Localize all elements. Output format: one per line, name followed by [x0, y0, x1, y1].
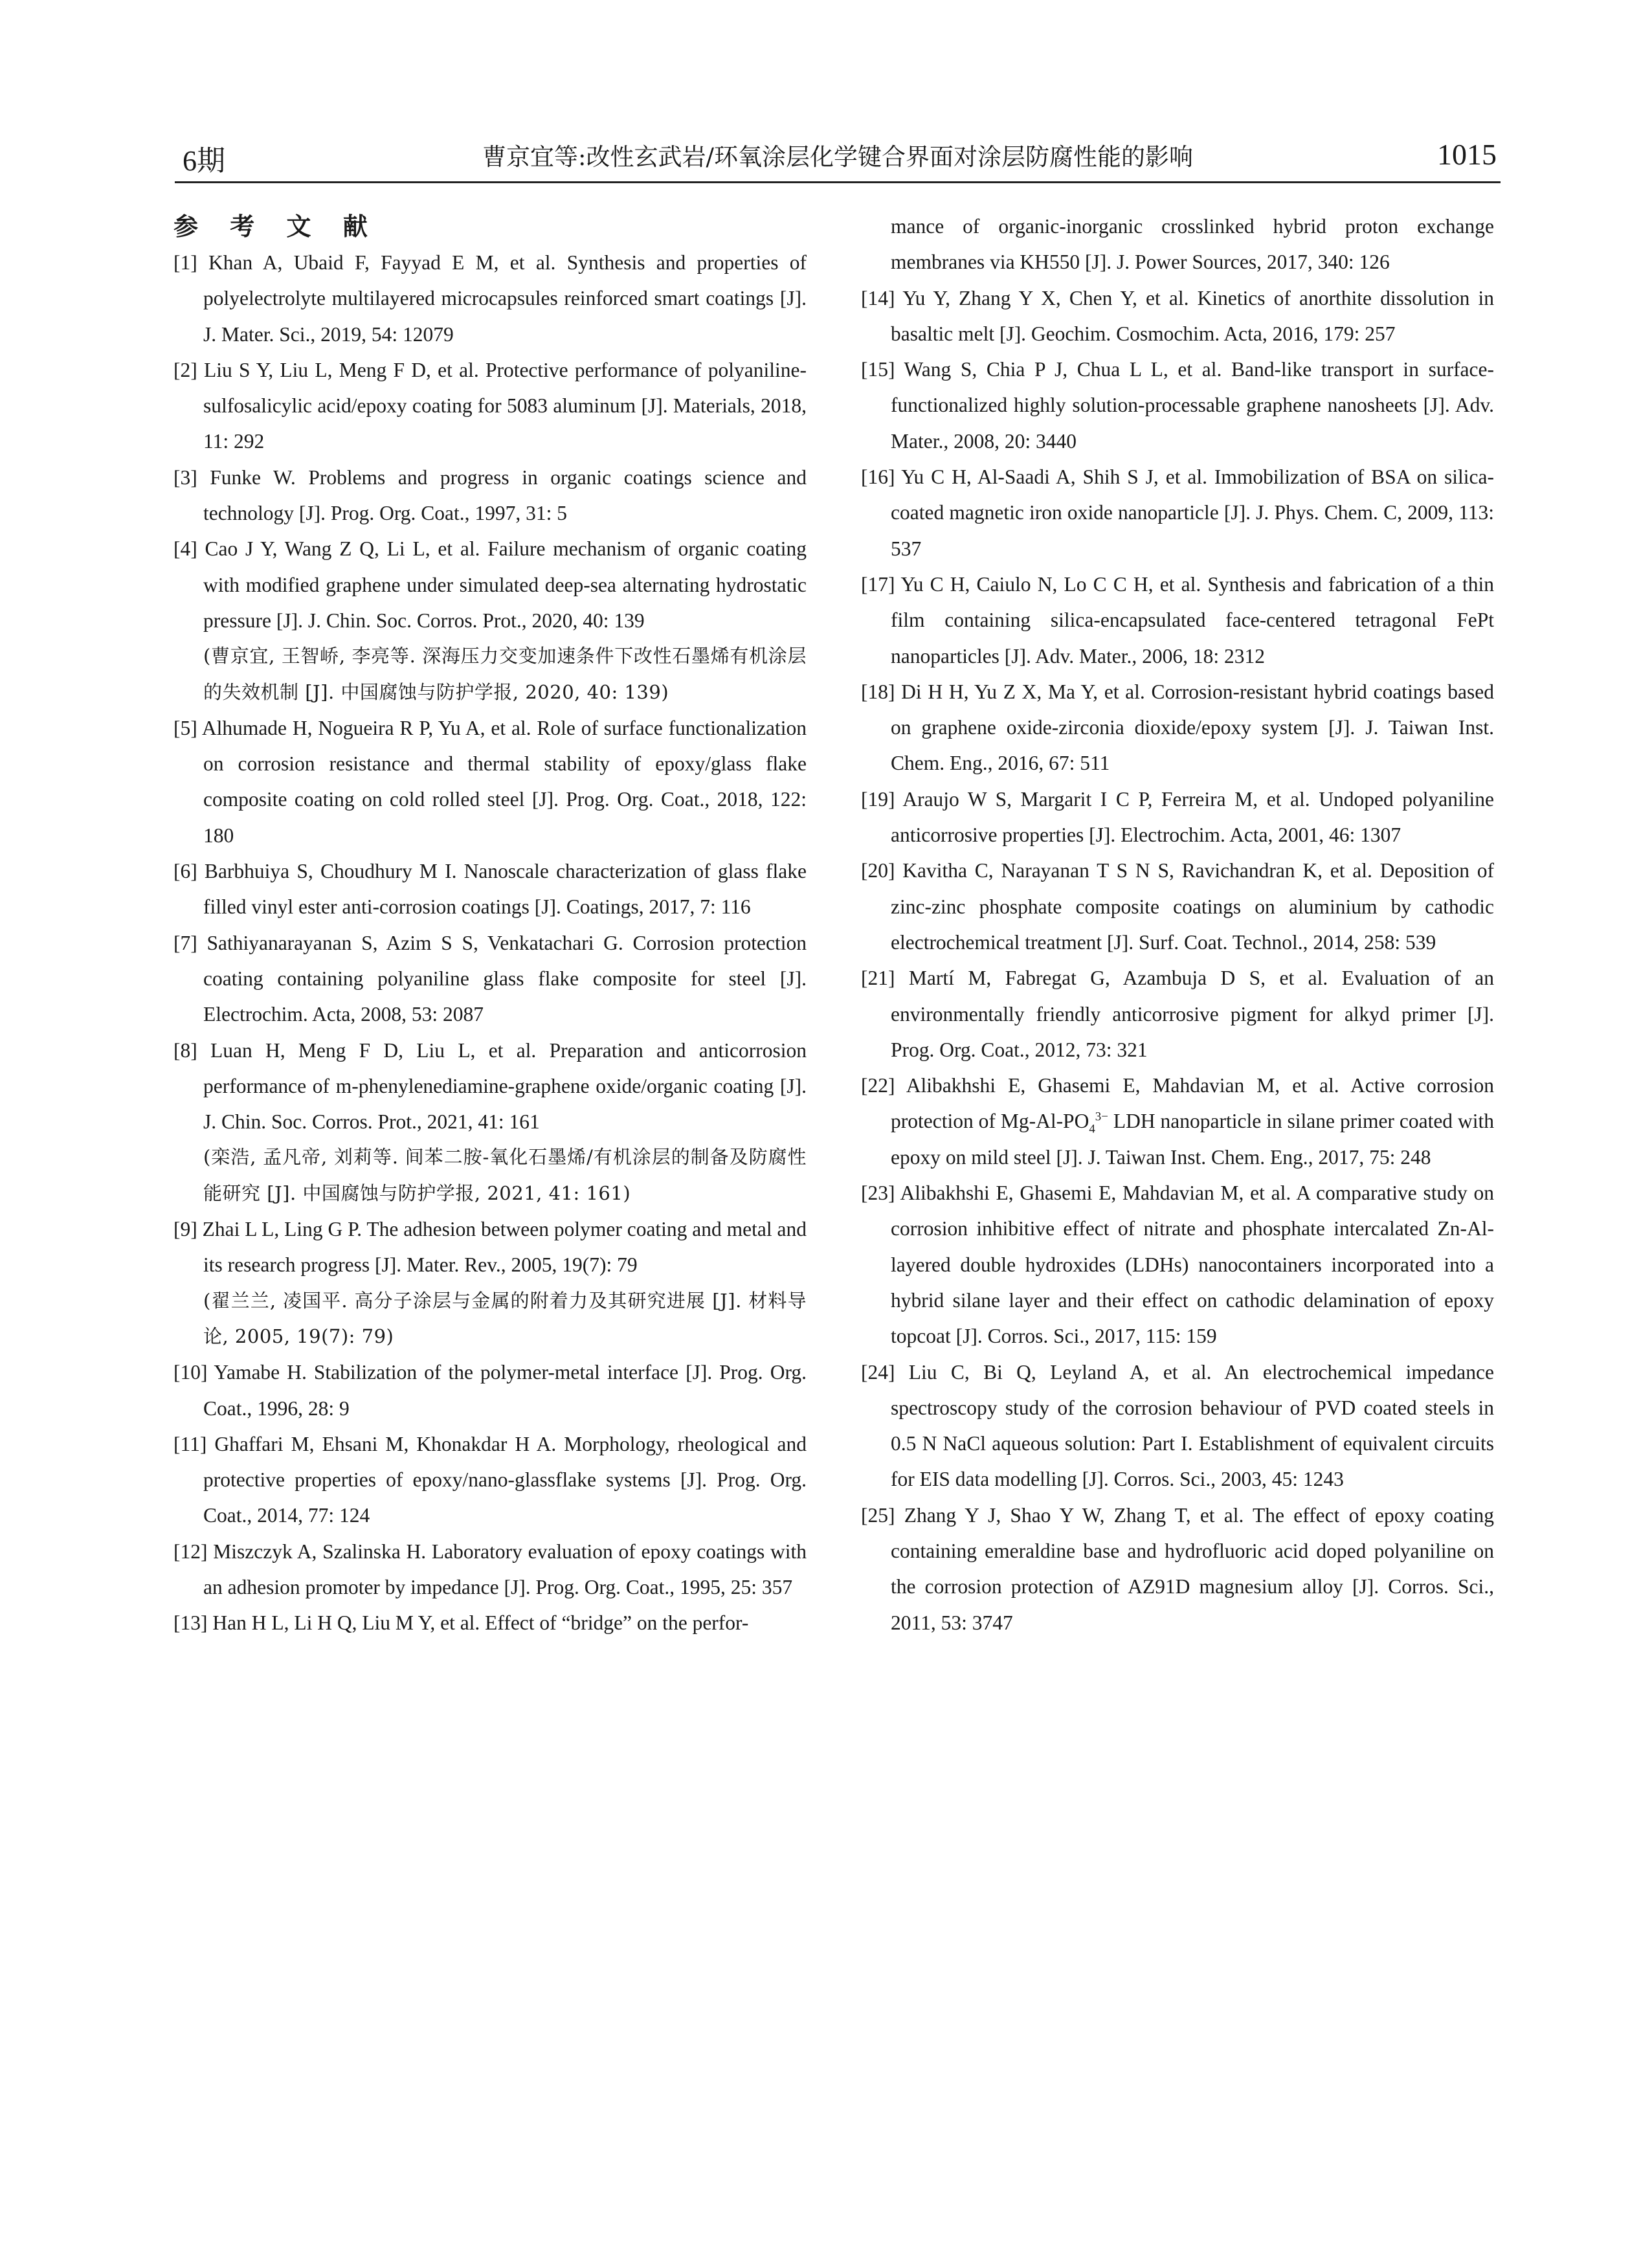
issue-number: 6期 [183, 145, 225, 177]
reference-15: [15] Wang S, Chia P J, Chua L L, et al. Band-like transport in surface-functionalized highly solution-processable graphene nanosheets [J]. Adv. Mater., 2008, 20: 3440 [861, 358, 1494, 453]
running-title: 曹京宜等:改性玄武岩/环氧涂层化学键合界面对涂层防腐性能的影响 [482, 143, 1193, 171]
reference-8-translation: (栾浩, 孟凡帝, 刘莉等. 间苯二胺-氧化石墨烯/有机涂层的制备及防腐性能研究 [J]. 中国腐蚀与防护学报, 2021, 41: 161) [203, 1146, 807, 1204]
reference-8 [173, 1033, 807, 1211]
reference-22-text: [22] Alibakhshi E, Ghasemi E, Mahdavian M, et al. Active corrosion protection of Mg-Al-PO [861, 1074, 1494, 1133]
reference-20: [20] Kavitha C, Narayanan T S N S, Ravichandran K, et al. Deposition of zinc-zinc phosphate composite coatings on aluminium by cathodic electrochemical treatment [J]. Surf. Coat. Technol., 2014, 258: 539 [861, 859, 1494, 954]
reference-10: [10] Yamabe H. Stabilization of the polymer-metal interface [J]. Prog. Org. Coat., 1996, 28: 9 [173, 1361, 807, 1420]
running-header [175, 129, 1501, 183]
formula-subscript: 4 [1089, 1122, 1095, 1136]
right-column [861, 208, 1494, 1641]
reference-19: [19] Araujo W S, Margarit I C P, Ferreira M, et al. Undoped polyaniline anticorrosive properties [J]. Electrochim. Acta, 2001, 46: 1307 [861, 787, 1494, 847]
reference-22-text-rest: LDH nanoparticle in silane primer coated with epoxy on mild steel [J]. J. Taiwan Inst. Chem. Eng., 2017, 75: 248 [891, 1110, 1494, 1169]
reference-2: [2] Liu S Y, Liu L, Meng F D, et al. Protective performance of polyaniline-sulfosalicylic acid/epoxy coating for 5083 aluminum [J]. Materials, 2018, 11: 292 [173, 358, 807, 453]
reference-11: [11] Ghaffari M, Ehsani M, Khonakdar H A. Morphology, rheological and protective properties of epoxy/nano-glassflake systems [J]. Prog. Org. Coat., 2014, 77: 124 [173, 1432, 807, 1527]
reference-14: [14] Yu Y, Zhang Y X, Chen Y, et al. Kinetics of anorthite dissolution in basaltic melt [J]. Geochim. Cosmochim. Acta, 2016, 179: 257 [861, 286, 1494, 345]
reference-6: [6] Barbhuiya S, Choudhury M I. Nanoscale characterization of glass flake filled vinyl ester anti-corrosion coatings [J]. Coatings, 2017, 7: 116 [173, 860, 807, 919]
reference-7: [7] Sathiyanarayanan S, Azim S S, Venkatachari G. Corrosion protection coating containing polyaniline glass flake composite for steel [J]. Electrochim. Acta, 2008, 53: 2087 [173, 931, 807, 1026]
reference-3: [3] Funke W. Problems and progress in organic coatings science and technology [J]. Prog. Org. Coat., 1997, 31: 5 [173, 465, 807, 525]
reference-13-continuation: mance of organic-inorganic crosslinked hybrid proton exchange membranes via KH550 [J]. J. Power Sources, 2017, 340: 126 [891, 215, 1494, 274]
reference-17: [17] Yu C H, Caiulo N, Lo C C H, et al. Synthesis and fabrication of a thin film containing silica-encapsulated face-centered tetragonal FePt nanoparticles [J]. Adv. Mater., 2006, 18: 2312 [861, 572, 1494, 667]
reference-25: [25] Zhang Y J, Shao Y W, Zhang T, et al. The effect of epoxy coating containing emeraldine base and hydrofluoric acid doped polyaniline on the corrosion protection of AZ91D magnesium alloy [J]. Corros. Sci., 2011, 53: 3747 [861, 1503, 1494, 1634]
page-number: 1015 [1437, 138, 1497, 171]
reference-9 [173, 1211, 807, 1354]
reference-4-text: [4] Cao J Y, Wang Z Q, Li L, et al. Failure mechanism of organic coating with modified graphene under simulated deep-sea alternating hydrostatic pressure [J]. J. Chin. Soc. Corros. Prot., 2020, 40: 139 [173, 537, 807, 632]
reference-13: [13] Han H L, Li H Q, Liu M Y, et al. Effect of “bridge” on the perfor- [173, 1611, 749, 1635]
reference-22 [861, 1068, 1494, 1175]
formula-superscript: 3− [1095, 1110, 1108, 1124]
reference-23: [23] Alibakhshi E, Ghasemi E, Mahdavian M, et al. A comparative study on corrosion inhibitive effect of nitrate and phosphate intercalated Zn-Al-layered double hydroxides (LDHs) nanocontainers incorporated into a hybrid silane layer and their effect on cathodic delamination of epoxy topcoat [J]. Corros. Sci., 2017, 115: 159 [861, 1182, 1494, 1348]
reference-18: [18] Di H H, Yu Z X, Ma Y, et al. Corrosion-resistant hybrid coatings based on graphene oxide-zirconia dioxide/epoxy system [J]. J. Taiwan Inst. Chem. Eng., 2016, 67: 511 [861, 680, 1494, 775]
reference-4 [173, 531, 807, 710]
reference-9-text: [9] Zhai L L, Ling G P. The adhesion between polymer coating and metal and its research progress [J]. Mater. Rev., 2005, 19(7): 79 [173, 1218, 807, 1277]
reference-5: [5] Alhumade H, Nogueira R P, Yu A, et al. Role of surface functionalization on corrosion resistance and thermal stability of epoxy/glass flake composite coating on cold rolled steel [J]. Prog. Org. Coat., 2018, 122: 180 [173, 716, 807, 847]
reference-24: [24] Liu C, Bi Q, Leyland A, et al. An electrochemical impedance spectroscopy study of the corrosion behaviour of PVD coated steels in 0.5 N NaCl aqueous solution: Part I. Establishment of equivalent circuits for EIS data modelling [J]. Corros. Sci., 2003, 45: 1243 [861, 1360, 1494, 1491]
reference-21: [21] Martí M, Fabregat G, Azambuja D S, et al. Evaluation of an environmentally friendly anticorrosive pigment for alkyd primer [J]. Prog. Org. Coat., 2012, 73: 321 [861, 967, 1494, 1061]
references-heading: 参 考 文 献 [173, 212, 379, 241]
reference-16: [16] Yu C H, Al-Saadi A, Shih S J, et al. Immobilization of BSA on silica-coated magnetic iron oxide nanoparticle [J]. J. Phys. Chem. C, 2009, 113: 537 [861, 465, 1494, 560]
reference-1: [1] Khan A, Ubaid F, Fayyad E M, et al. Synthesis and properties of polyelectrolyte multilayered microcapsules reinforced smart coatings [J]. J. Mater. Sci., 2019, 54: 12079 [173, 251, 807, 346]
reference-4-translation: (曹京宜, 王智峤, 李亮等. 深海压力交变加速条件下改性石墨烯有机涂层的失效机制 [J]. 中国腐蚀与防护学报, 2020, 40: 139) [203, 645, 807, 703]
left-column [173, 208, 807, 1641]
reference-9-translation: (翟兰兰, 凌国平. 高分子涂层与金属的附着力及其研究进展 [J]. 材料导论, 2005, 19(7): 79) [203, 1289, 807, 1347]
reference-8-text: [8] Luan H, Meng F D, Liu L, et al. Preparation and anticorrosion performance of m-phenylenediamine-graphene oxide/organic coating [J]. J. Chin. Soc. Corros. Prot., 2021, 41: 161 [173, 1038, 807, 1134]
reference-12: [12] Miszczyk A, Szalinska H. Laboratory evaluation of epoxy coatings with an adhesion promoter by impedance [J]. Prog. Org. Coat., 1995, 25: 357 [173, 1540, 807, 1598]
